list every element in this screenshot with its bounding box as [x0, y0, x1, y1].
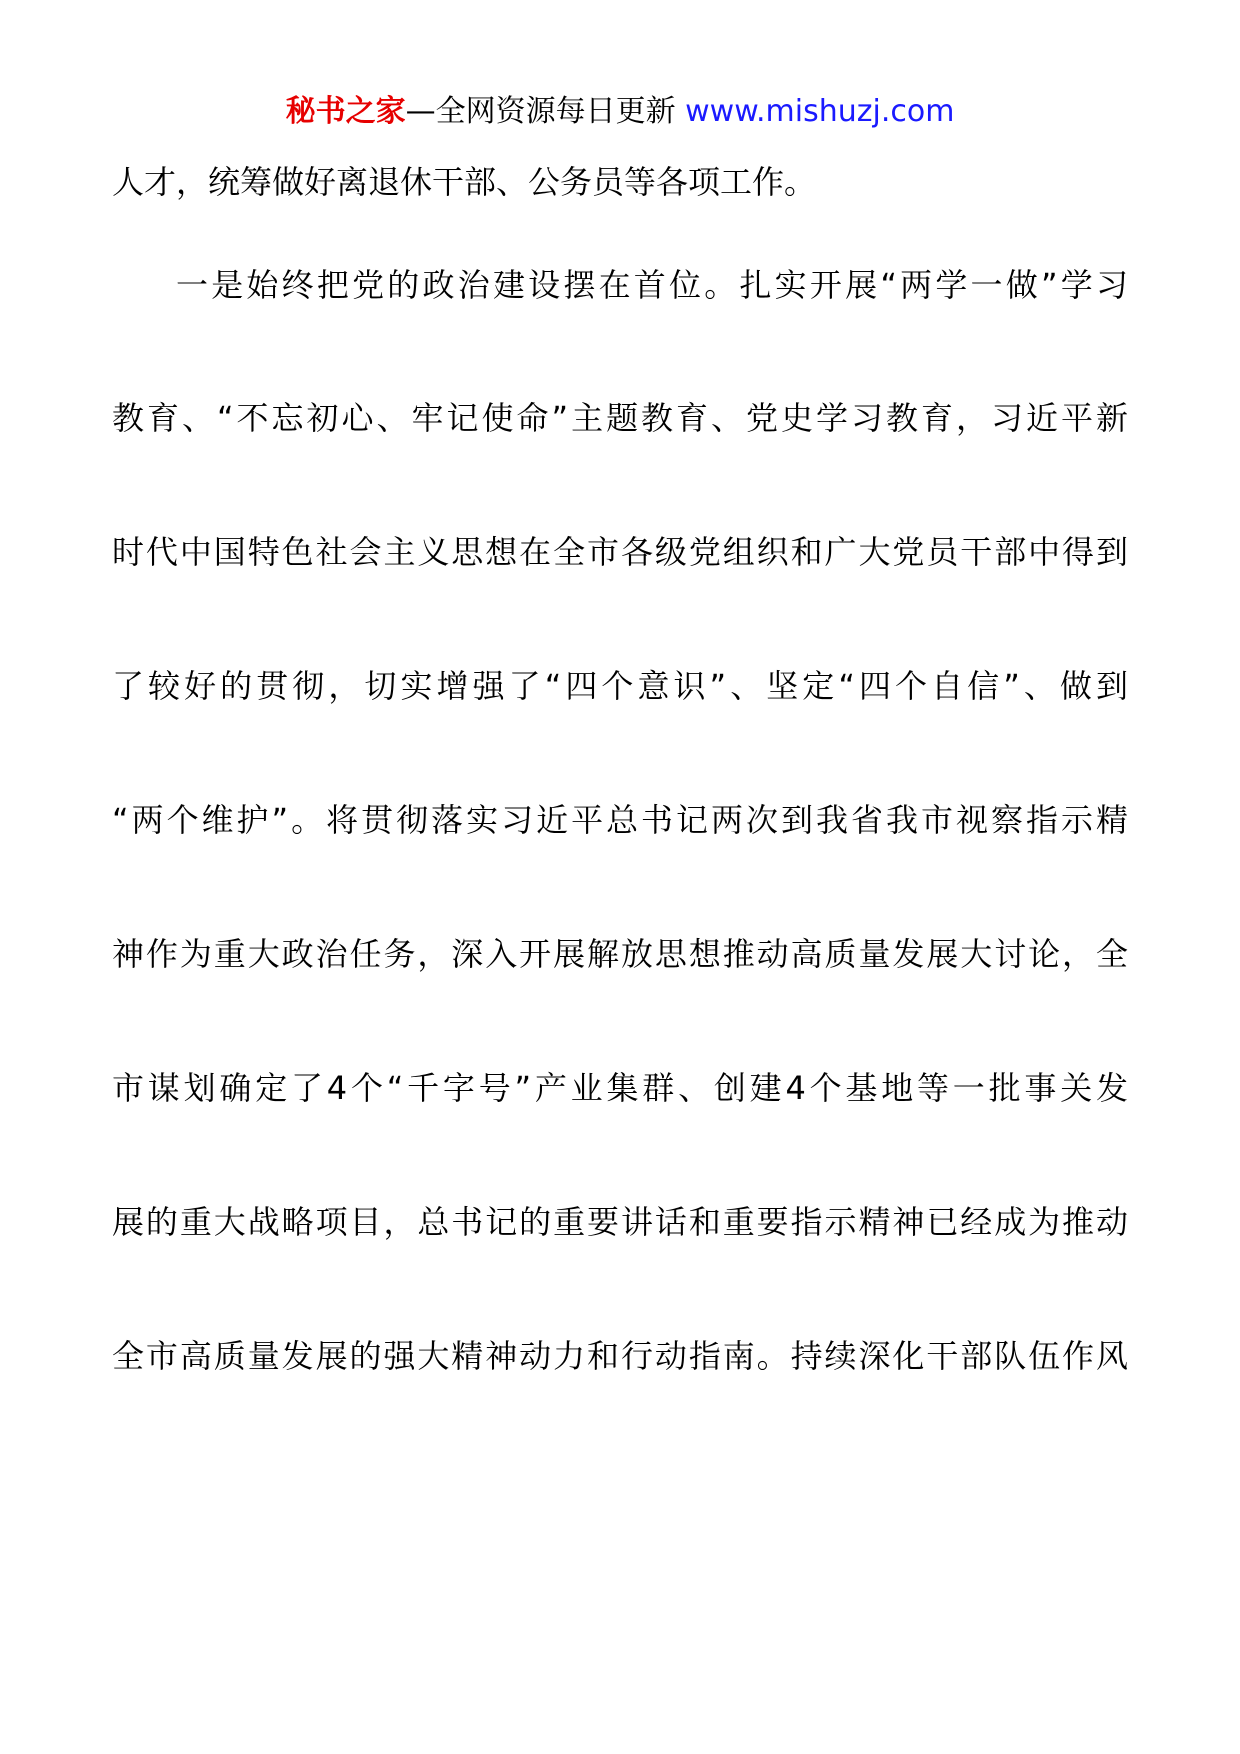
body-line-8: 市谋划确定了4个“千字号”产业集群、创建4个基地等一批事关发: [112, 1069, 1128, 1107]
body-line-4: 时代中国特色社会主义思想在全市各级党组织和广大党员干部中得到: [112, 533, 1128, 571]
body-line-5: 了较好的贯彻，切实增强了“四个意识”、坚定“四个自信”、做到: [112, 667, 1128, 705]
header-tagline: —全网资源每日更新: [405, 94, 676, 129]
page-header: [0, 92, 1240, 132]
body-line-6: “两个维护”。将贯彻落实习近平总书记两次到我省我市视察指示精: [112, 801, 1128, 839]
body-line-2: 一是始终把党的政治建设摆在首位。扎实开展“两学一做”学习: [176, 266, 1128, 304]
body-line-3: 教育、“不忘初心、牢记使命”主题教育、党史学习教育，习近平新: [112, 399, 1128, 437]
body-line-1: 人才，统筹做好离退休干部、公务员等各项工作。: [112, 163, 817, 201]
body-line-7: 神作为重大政治任务，深入开展解放思想推动高质量发展大讨论，全: [112, 935, 1128, 973]
body-line-9: 展的重大战略项目，总书记的重要讲话和重要指示精神已经成为推动: [112, 1203, 1128, 1241]
body-line-10: 全市高质量发展的强大精神动力和行动指南。持续深化干部队伍作风: [112, 1337, 1128, 1375]
header-url-link[interactable]: www.mishuzj.com: [685, 94, 955, 129]
brand-name: 秘书之家: [285, 94, 406, 129]
